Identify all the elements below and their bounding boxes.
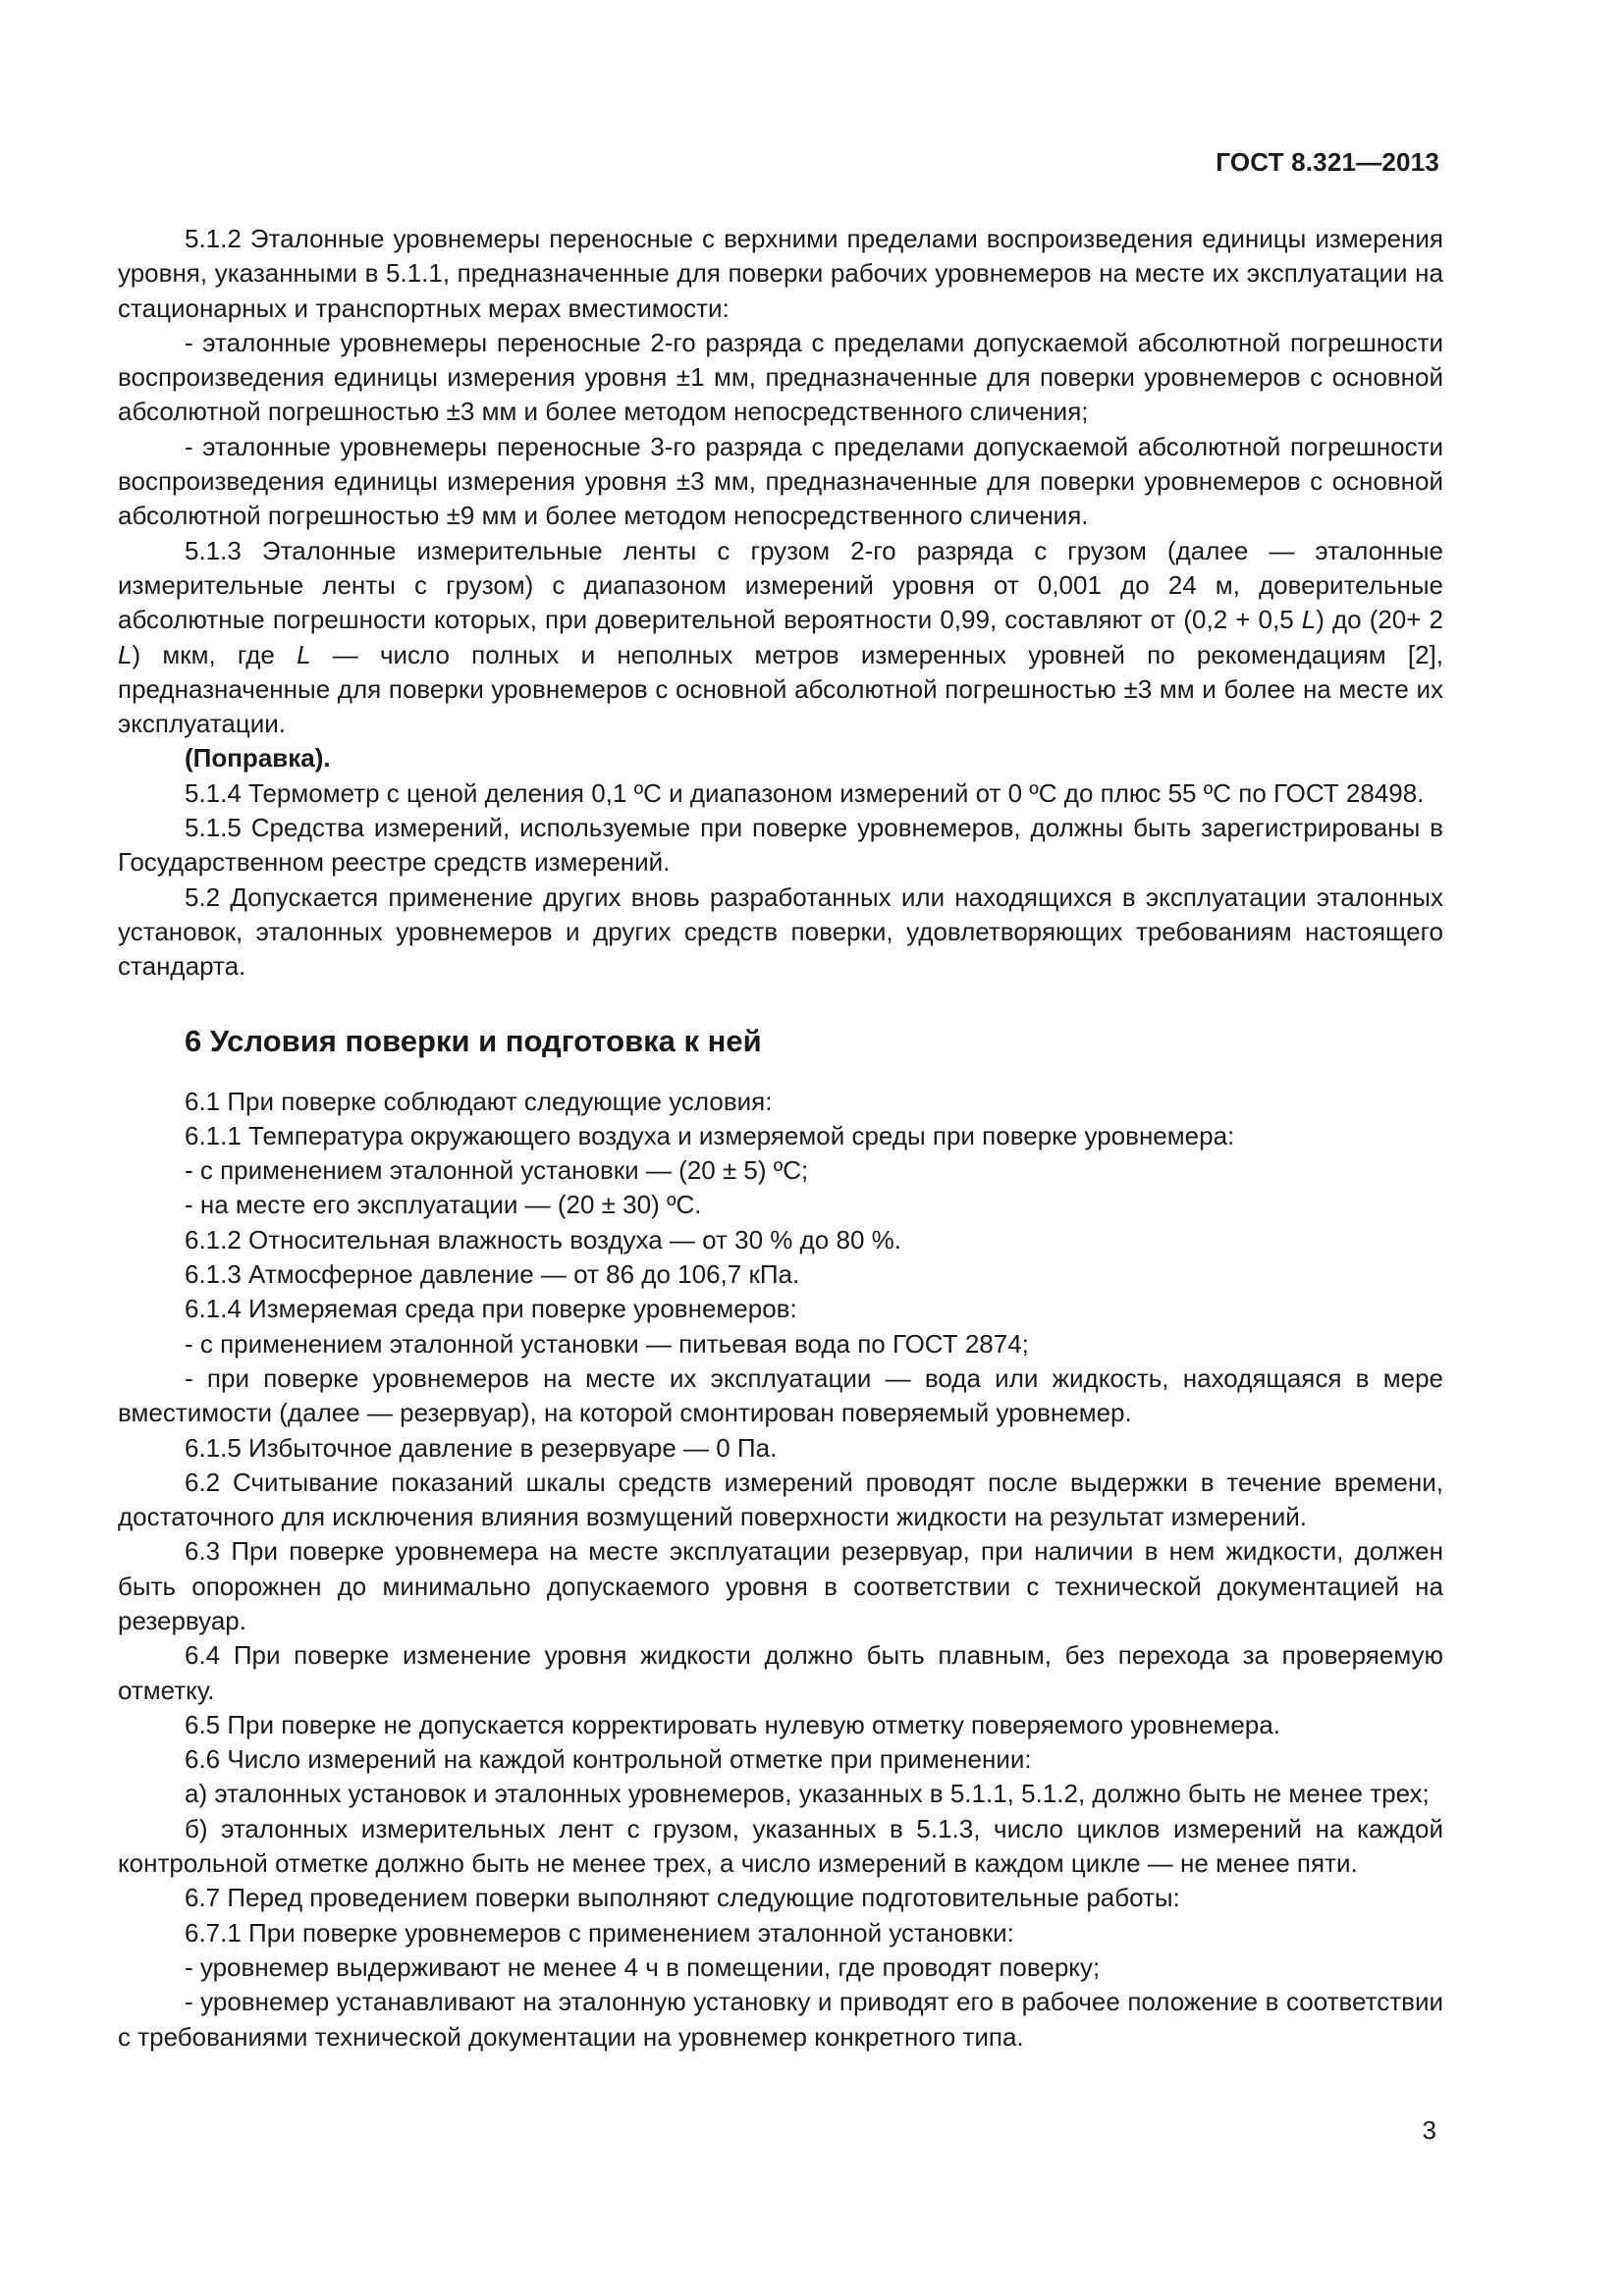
paragraph: 6.1.2 Относительная влажность воздуха — от 30 % до 80 %.	[185, 1224, 901, 1255]
paragraph: 6.1.1 Температура окружающего воздуха и измеряемой среды при поверке уровнемера:	[185, 1120, 1235, 1150]
correction-note: (Поправка).	[185, 743, 331, 774]
paragraph: 6.7.1 При поверке уровнемеров с применением эталонной установки:	[185, 1917, 1014, 1948]
paragraph: 6.3 При поверке уровнемера на месте эксплуатации резервуар, при наличии в нем жидкости, должен быть опорожнен до минимально допускаемого уровня в соответствии с технической документацией на резервуар.	[118, 1536, 1443, 1635]
paragraph: - с применением эталонной установки — (20 ± 5) ºС;	[185, 1155, 809, 1186]
paragraph-5-1-5: 5.1.5 Средства измерений, используемые при поверке уровнемеров, должны быть зарегистрированы в Государственном реестре средств измерений.	[118, 813, 1443, 878]
list-item: - эталонные уровнемеры переносные 3-го разряда с пределами допускаемой абсолютной погрешности воспроизведения единицы измерения уровня ±3 мм, предназначенные для поверки уровнемеров с основной абсолютной погрешностью ±9 мм и более методом непосредственного сличения.	[118, 431, 1443, 531]
paragraph: 6.2 Считывание показаний шкалы средств измерений проводят после выдержки в течение времени, достаточного для исключения влияния возмущений поверхности жидкости на результат измерений.	[118, 1467, 1443, 1532]
paragraph: 6.6 Число измерений на каждой контрольной отметке при применении:	[185, 1744, 1032, 1775]
paragraph: 6.1.4 Измеряемая среда при поверке уровнемеров:	[185, 1294, 797, 1324]
section-heading: 6 Условия поверки и подготовка к ней	[185, 1023, 762, 1058]
paragraph: а) эталонных установок и эталонных уровнемеров, указанных в 5.1.1, 5.1.2, должно быть не менее трех;	[185, 1779, 1430, 1809]
paragraph-5-1-2: 5.1.2 Эталонные уровнемеры переносные с верхними пределами воспроизведения единицы измерения уровня, указанными в 5.1.1, предназначенные для поверки рабочих уровнемеров на месте их эксплуатации на стационарных и транспортных мерах вместимости:	[118, 224, 1443, 323]
paragraph: 6.1.3 Атмосферное давление — от 86 до 106,7 кПа.	[185, 1259, 800, 1290]
paragraph: - уровнемер устанавливают на эталонную установку и приводят его в рабочее положение в соответствии с требованиями технической документации на уровнемер конкретного типа.	[118, 1987, 1443, 2052]
paragraph: - на месте его эксплуатации — (20 ± 30) ºС.	[185, 1190, 702, 1220]
paragraph: - уровнемер выдерживают не менее 4 ч в помещении, где проводят поверку;	[185, 1951, 1101, 1982]
paragraph: - с применением эталонной установки — питьевая вода по ГОСТ 2874;	[185, 1328, 1029, 1359]
page-number: 3	[1422, 2115, 1436, 2145]
paragraph-5-1-3: 5.1.3 Эталонные измерительные ленты с грузом 2-го разряда с грузом (далее — эталонные измерительные ленты с грузом) с диапазоном измерений уровня от 0,001 до 24 м, доверительные абсолютные погрешности которых, при доверительной вероятности 0,99, составляют от (0,2 + 0,5 L) до (20+ 2 L) мкм, где L — число полных и неполных метров измеренных уровней по рекомендациям [2], предназначенные для поверки уровнемеров с основной абсолютной погрешностью ±3 мм и более на месте их эксплуатации.	[118, 535, 1444, 739]
document-body	[118, 222, 1443, 2055]
document-header: ГОСТ 8.321—2013	[1216, 147, 1439, 177]
paragraph: 6.5 При поверке не допускается корректировать нулевую отметку поверяемого уровнемера.	[185, 1709, 1280, 1739]
paragraph: 6.1 При поверке соблюдают следующие условия:	[185, 1086, 773, 1116]
paragraph: - при поверке уровнемеров на месте их эксплуатации — вода или жидкость, находящаяся в мере вместимости (далее — резервуар), на которой смонтирован поверяемый уровнемер.	[118, 1362, 1443, 1428]
section-6-content	[118, 1085, 1443, 2055]
list-item: - эталонные уровнемеры переносные 2-го разряда с пределами допускаемой абсолютной погрешности воспроизведения единицы измерения уровня ±1 мм, предназначенные для поверки уровнемеров с основной абсолютной погрешностью ±3 мм и более методом непосредственного сличения;	[118, 327, 1443, 427]
paragraph: 6.4 При поверке изменение уровня жидкости должно быть плавным, без перехода за проверяемую отметку.	[118, 1640, 1443, 1705]
paragraph-5-2: 5.2 Допускается применение других вновь разработанных или находящихся в эксплуатации эталонных установок, эталонных уровнемеров и других средств поверки, удовлетворяющих требованиям настоящего стандарта.	[118, 881, 1443, 982]
paragraph: б) эталонных измерительных лент с грузом, указанных в 5.1.3, число циклов измерений на каждой контрольной отметке должно быть не менее трех, а число измерений в каждом цикле — не менее пяти.	[118, 1813, 1443, 1879]
paragraph: 6.1.5 Избыточное давление в резервуаре — 0 Па.	[185, 1432, 778, 1463]
paragraph: 6.7 Перед проведением поверки выполняют следующие подготовительные работы:	[185, 1883, 1180, 1913]
paragraph-5-1-4: 5.1.4 Термометр с ценой деления 0,1 ºС и диапазоном измерений от 0 ºС до плюс 55 ºС по ГОСТ 28498.	[185, 777, 1425, 808]
